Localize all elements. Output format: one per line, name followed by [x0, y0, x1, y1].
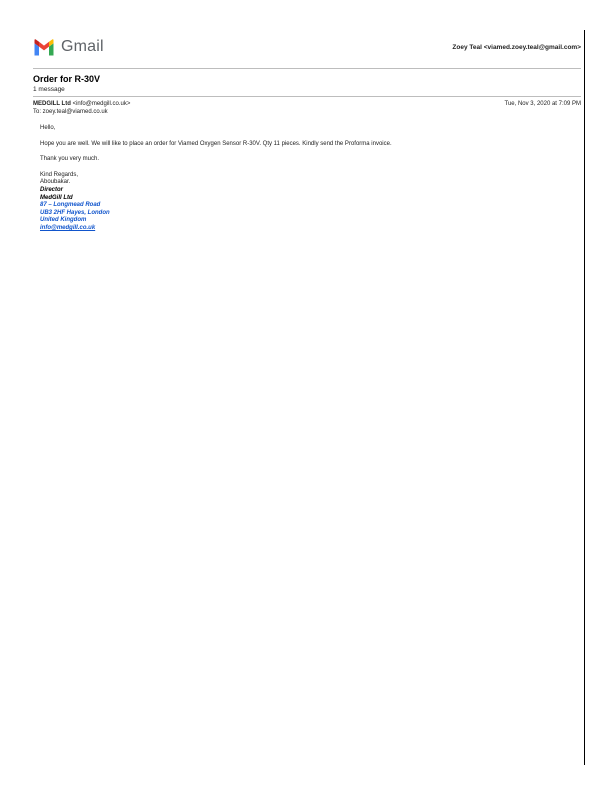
gmail-m-icon	[33, 39, 55, 56]
signature-company: MedGill Ltd	[40, 194, 73, 201]
signature-title: Director	[40, 186, 64, 193]
message-count: 1 message	[33, 86, 65, 93]
thanks-paragraph: Thank you very much.	[40, 156, 100, 163]
message-body	[40, 125, 392, 233]
thread-divider	[33, 96, 581, 97]
account-label: Zoey Teal <viamed.zoey.teal@gmail.com>	[452, 44, 581, 51]
thread-subject: Order for R-30V	[33, 74, 101, 84]
message-date: Tue, Nov 3, 2020 at 7:09 PM	[504, 101, 581, 107]
print-header	[33, 38, 581, 60]
signature-address-line1: 87 – Longmead Road	[40, 202, 101, 209]
signature-email-link[interactable]: info@medgill.co.uk	[40, 224, 96, 231]
recipient-line: To: zoey.teal@viamed.co.uk	[33, 109, 108, 115]
sender-line	[33, 101, 130, 107]
sender-email: <info@medgill.co.uk>	[72, 101, 131, 107]
signature-address-line2: UB3 2HF Hayes, London	[40, 209, 110, 216]
greeting: Hello,	[40, 125, 56, 131]
body-paragraph: Hope you are well. We will like to place an order for Viamed Oxygen Sensor R-30V. Qty 11 pieces. Kindly send the Proforma invoice.	[40, 140, 392, 147]
signature-country: United Kingdom	[40, 217, 87, 224]
signature-name: Aboubakar.	[40, 179, 71, 186]
header-divider	[33, 68, 581, 69]
closing: Kind Regards,	[40, 171, 79, 178]
page-right-border	[584, 30, 585, 765]
sender-name: MEDGILL Ltd	[33, 101, 71, 107]
gmail-logo	[33, 38, 104, 56]
gmail-wordmark: Gmail	[61, 38, 104, 55]
